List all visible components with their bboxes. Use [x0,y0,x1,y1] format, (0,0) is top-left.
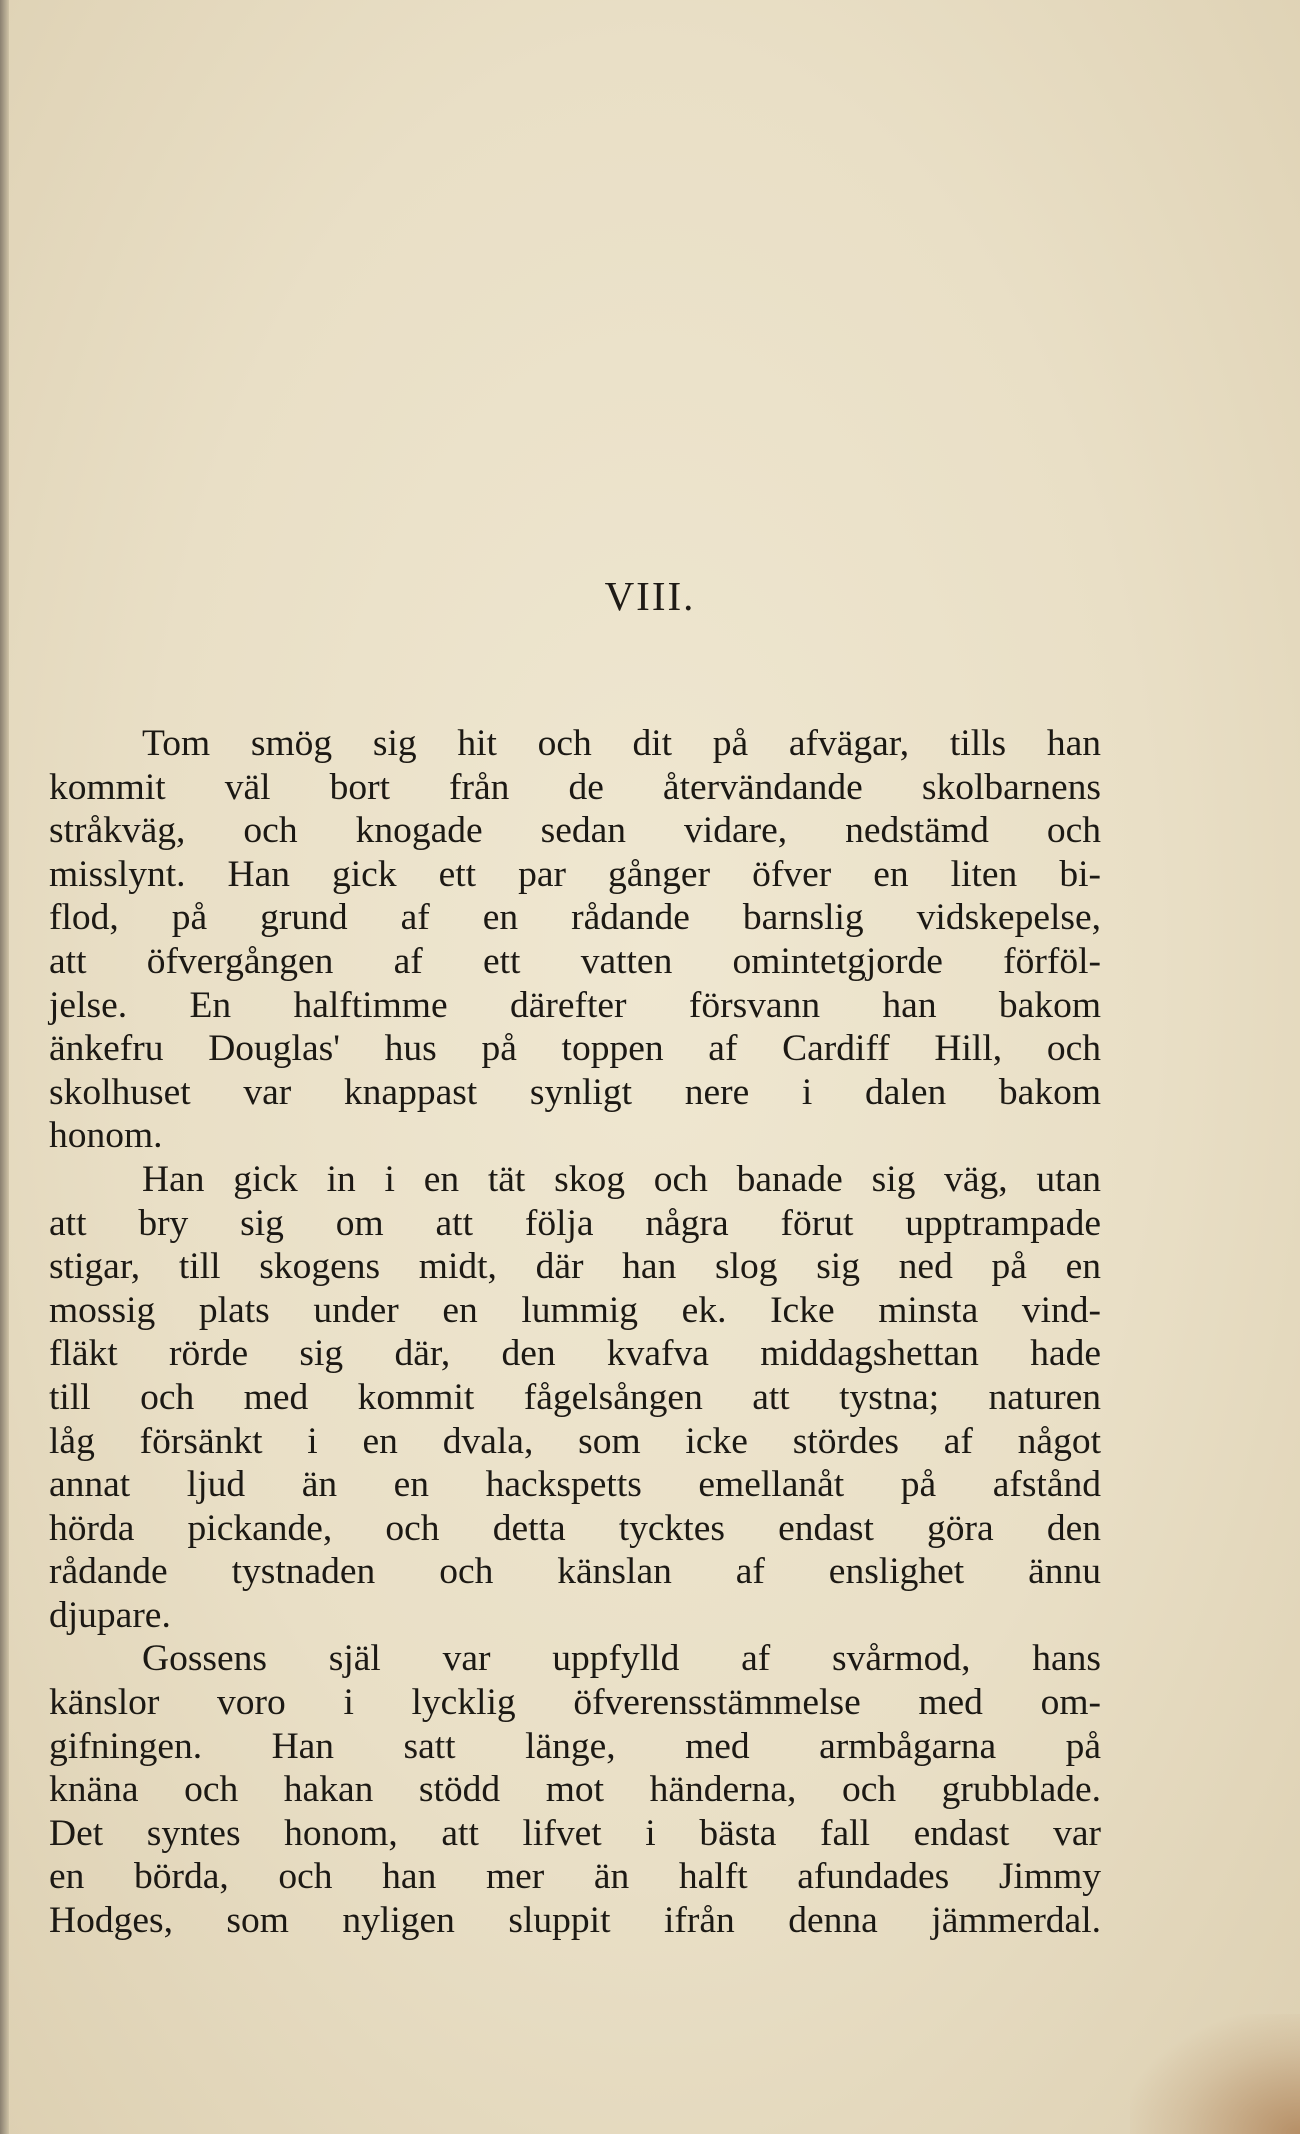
text-line: hörda pickande, och detta tycktes endast göra den [49,1507,1101,1549]
chapter-heading: VIII. [604,573,696,619]
text-line: Tom smög sig hit och dit på afvägar, tills han [142,723,1101,764]
text-line: jelse. En halftimme därefter försvann han bakom [49,984,1101,1026]
text-line: att öfvergången af ett vatten omintetgjorde förföl- [49,940,1101,982]
text-line: änkefru Douglas' hus på toppen af Cardiff Hill, och [49,1028,1101,1070]
text-line: mossig plats under en lummig ek. Icke minsta vind- [49,1289,1101,1331]
text-line: Han gick in i en tät skog och banade sig väg, utan [142,1158,1101,1200]
text-line: stigar, till skogens midt, där han slog sig ned på en [49,1246,1101,1288]
text-line: känslor voro i lycklig öfverensstämmelse med om- [49,1682,1101,1724]
text-line: annat ljud än en hackspetts emellanåt på afstånd [49,1464,1101,1506]
text-line: en börda, och han mer än halft afundades Jimmy [49,1856,1101,1898]
text-line: fläkt rörde sig där, den kvafva middagshettan hade [49,1333,1101,1375]
page-binding-edge [0,0,9,2134]
text-line: till och med kommit fågelsången att tystna; naturen [49,1376,1101,1418]
text-line: låg försänkt i en dvala, som icke stördes af något [49,1420,1101,1462]
text-line: skolhuset var knappast synligt nere i dalen bakom [49,1071,1101,1113]
chapter-text [49,722,1101,1943]
text-line: Hodges, som nyligen sluppit ifrån denna jämmerdal. [49,1900,1101,1942]
text-line: Det syntes honom, att lifvet i bästa fall endast var [49,1812,1101,1854]
text-line: Gossens själ var uppfylld af svårmod, hans [142,1638,1101,1680]
text-line: att bry sig om att följa några förut upptrampade [49,1202,1101,1244]
text-line: honom. [49,1115,163,1157]
text-line: misslynt. Han gick ett par gånger öfver en liten bi- [49,853,1101,895]
text-line: knäna och hakan stödd mot händerna, och grubblade. [49,1769,1101,1811]
text-line: djupare. [49,1594,171,1636]
text-line: stråkväg, och knogade sedan vidare, nedstämd och [49,810,1101,852]
text-line: kommit väl bort från de återvändande skolbarnens [49,766,1101,808]
text-line: flod, på grund af en rådande barnslig vidskepelse, [49,897,1101,939]
text-line: gifningen. Han satt länge, med armbågarna på [49,1725,1101,1767]
text-line: rådande tystnaden och känslan af enslighet ännu [49,1551,1101,1593]
page-corner-stain [1130,2014,1300,2134]
